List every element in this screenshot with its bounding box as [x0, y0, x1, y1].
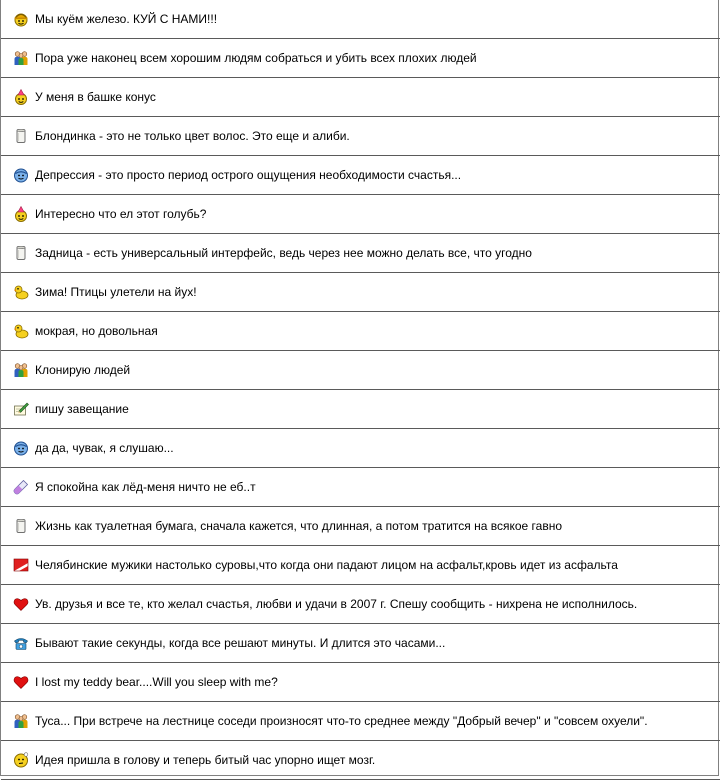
duck-icon — [13, 284, 29, 300]
status-text: да да, чувак, я слушаю... — [35, 441, 174, 455]
status-row[interactable] — [1, 624, 720, 663]
status-text: Ув. друзья и все те, кто желал счастья, любви и удачи в 2007 г. Спешу сообщить - нихрена не исполнилось. — [35, 597, 638, 611]
status-text: пишу завещание — [35, 402, 129, 416]
heart-icon — [13, 596, 29, 612]
blue-smiley-icon — [13, 167, 29, 183]
status-row[interactable] — [1, 273, 720, 312]
toilet-paper-icon — [13, 245, 29, 261]
status-row[interactable] — [1, 468, 720, 507]
status-row[interactable] — [1, 195, 720, 234]
status-text: Зима! Птицы улетели на йух! — [35, 285, 197, 299]
status-row[interactable] — [1, 429, 720, 468]
flag-icon — [13, 557, 29, 573]
status-row[interactable] — [1, 507, 720, 546]
status-row[interactable] — [1, 702, 720, 741]
duck-icon — [13, 323, 29, 339]
status-text: мокрая, но довольная — [35, 324, 158, 338]
hardhat-smiley-icon — [13, 11, 29, 27]
status-text: Я спокойна как лёд-меня ничто не еб..т — [35, 480, 256, 494]
toilet-paper-icon — [13, 128, 29, 144]
party-smiley-icon — [13, 89, 29, 105]
status-row[interactable] — [1, 741, 720, 780]
people-icon — [13, 50, 29, 66]
status-text: Челябинские мужики настолько суровы,что когда они падают лицом на асфальт,кровь идет из асфальта — [35, 558, 618, 572]
status-row[interactable] — [1, 585, 720, 624]
blue-smiley-icon — [13, 440, 29, 456]
status-text: Жизнь как туалетная бумага, сначала кажется, что длинная, а потом тратится на всякое гавно — [35, 519, 563, 533]
pencil-notepad-icon — [13, 401, 29, 417]
status-row[interactable] — [1, 351, 720, 390]
status-row[interactable] — [1, 117, 720, 156]
people-icon — [13, 713, 29, 729]
status-text: Мы куём железо. КУЙ С НАМИ!!! — [35, 12, 218, 26]
people-icon — [13, 362, 29, 378]
test-tube-icon — [13, 479, 29, 495]
status-row[interactable] — [1, 0, 720, 39]
toilet-paper-icon — [13, 518, 29, 534]
status-text: Туса... При встрече на лестнице соседи произносят что-то среднее между "Добрый вечер" и "совсем охуели". — [35, 714, 648, 728]
telephone-icon — [13, 635, 29, 651]
status-row[interactable] — [1, 78, 720, 117]
status-row[interactable] — [1, 312, 720, 351]
status-text: Блондинка - это не только цвет волос. Это еще и алиби. — [35, 129, 350, 143]
status-text: У меня в башке конус — [35, 90, 156, 104]
status-row[interactable] — [1, 390, 720, 429]
status-text: Клонирую людей — [35, 363, 131, 377]
status-text: Депрессия - это просто период острого ощущения необходимости счастья... — [35, 168, 462, 182]
status-text: I lost my teddy bear....Will you sleep with me? — [35, 675, 278, 689]
status-text: Интересно что ел этот голубь? — [35, 207, 207, 221]
status-row[interactable] — [1, 546, 720, 585]
status-row[interactable] — [1, 156, 720, 195]
status-row[interactable] — [1, 663, 720, 702]
party-smiley-icon — [13, 206, 29, 222]
status-row[interactable] — [1, 234, 720, 273]
status-text: Бывают такие секунды, когда все решают минуты. И длится это часами... — [35, 636, 446, 650]
status-text: Идея пришла в голову и теперь битый час упорно ищет мозг. — [35, 753, 376, 767]
thinking-smiley-icon — [13, 752, 29, 768]
heart-icon — [13, 674, 29, 690]
status-row[interactable] — [1, 39, 720, 78]
status-text: Задница - есть универсальный интерфейс, ведь через нее можно делать все, что угодно — [35, 246, 532, 260]
status-text: Пора уже наконец всем хорошим людям собраться и убить всех плохих людей — [35, 51, 477, 65]
